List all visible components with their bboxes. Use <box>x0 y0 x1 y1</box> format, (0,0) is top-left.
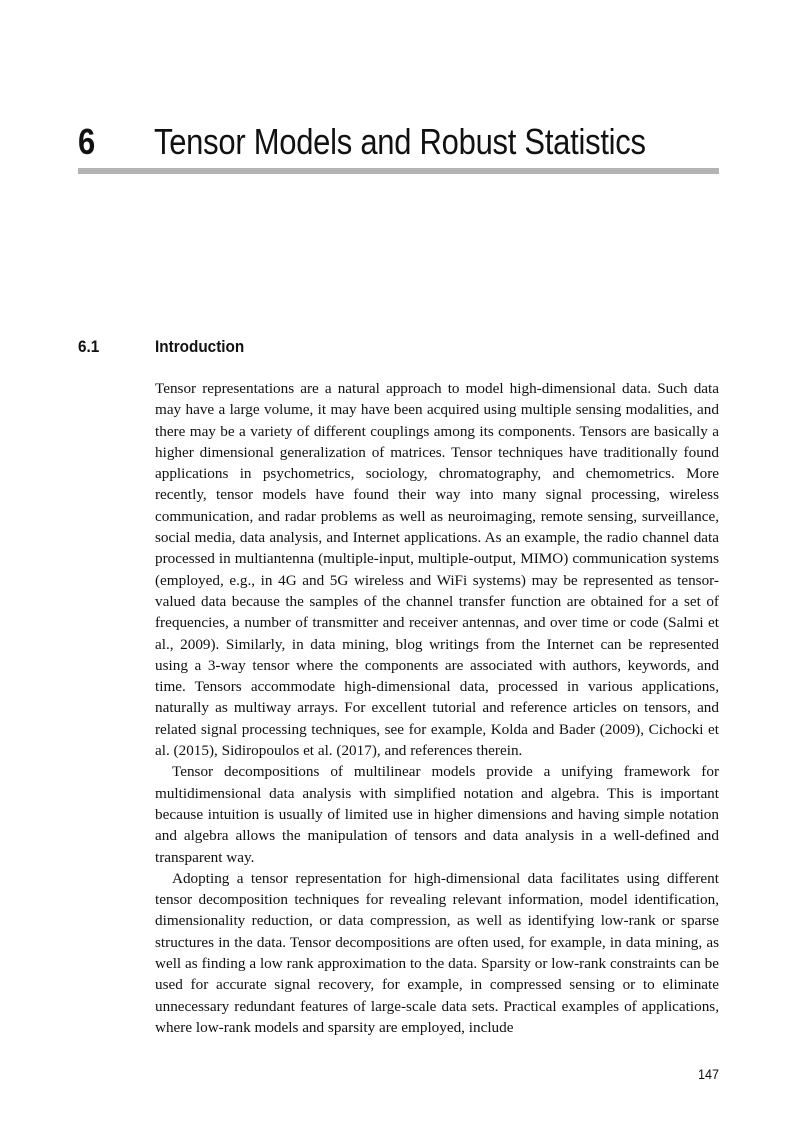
section-title: Introduction <box>155 337 245 356</box>
chapter-number: 6 <box>78 121 96 162</box>
chapter-title: Tensor Models and Robust Statistics <box>154 121 646 162</box>
chapter-header <box>78 118 719 166</box>
body-text <box>155 378 719 1038</box>
paragraph-2: Tensor decompositions of multilinear models provide a unifying framework for multidimensional data analysis with simplified notation and algebra. This is important because intuition is usually of limited use in higher dimensions and having simple notation and algebra allows the manipulation of tensors and data analysis in a well-defined and transparent way. <box>155 763 719 866</box>
section-number: 6.1 <box>78 337 100 356</box>
paragraph-1: Tensor representations are a natural approach to model high-dimensional data. Such data may have a large volume, it may have been acquired using multiple sensing modalities, and there may be a variety of different couplings among its components. Tensors are basically a higher dimensional generalization of matrices. Tensor techniques have traditionally found applications in psychometrics, sociology, chromatography, and chemometrics. More recently, tensor models have found their way into many signal processing, wireless communication, and radar problems as well as neuroimaging, remote sensing, surveillance, social media, data analysis, and Internet applications. As an example, the radio channel data processed in multiantenna (multiple-input, multiple-output, MIMO) communication systems (employed, e.g., in 4G and 5G wireless and WiFi systems) may be represented as tensor-valued data because the samples of the channel transfer function are obtained for a set of frequencies, a number of transmitter and receiver antennas, and over time or code (Salmi et al., 2009). Similarly, in data mining, blog writings from the Internet can be represented using a 3-way tensor where the components are associated with authors, keywords, and time. Tensors accommodate high-dimensional data, processed in various applications, naturally as multiway arrays. For excellent tutorial and reference articles on tensors, and related signal processing techniques, see for example, Kolda and Bader (2009), Cichocki et al. (2015), Sidiropoulos et al. (2017), and references therein. <box>155 380 719 760</box>
section-header <box>78 336 719 358</box>
chapter-rule-divider <box>78 168 719 174</box>
paragraph-3: Adopting a tensor representation for high-dimensional data facilitates using different tensor decomposition techniques for revealing relevant information, model identification, dimensionality reduction, or data compression, as well as identifying low-rank or sparse structures in the data. Tensor decompositions are often used, for example, in data mining, as well as finding a low rank approximation to the data. Sparsity or low-rank constraints can be used for accurate signal recovery, for example, in compressed sensing or to eliminate unnecessary redundant features of large-scale data sets. Practical examples of applications, where low-rank models and sparsity are employed, include <box>155 869 719 1036</box>
page-number: 147 <box>697 1066 719 1082</box>
